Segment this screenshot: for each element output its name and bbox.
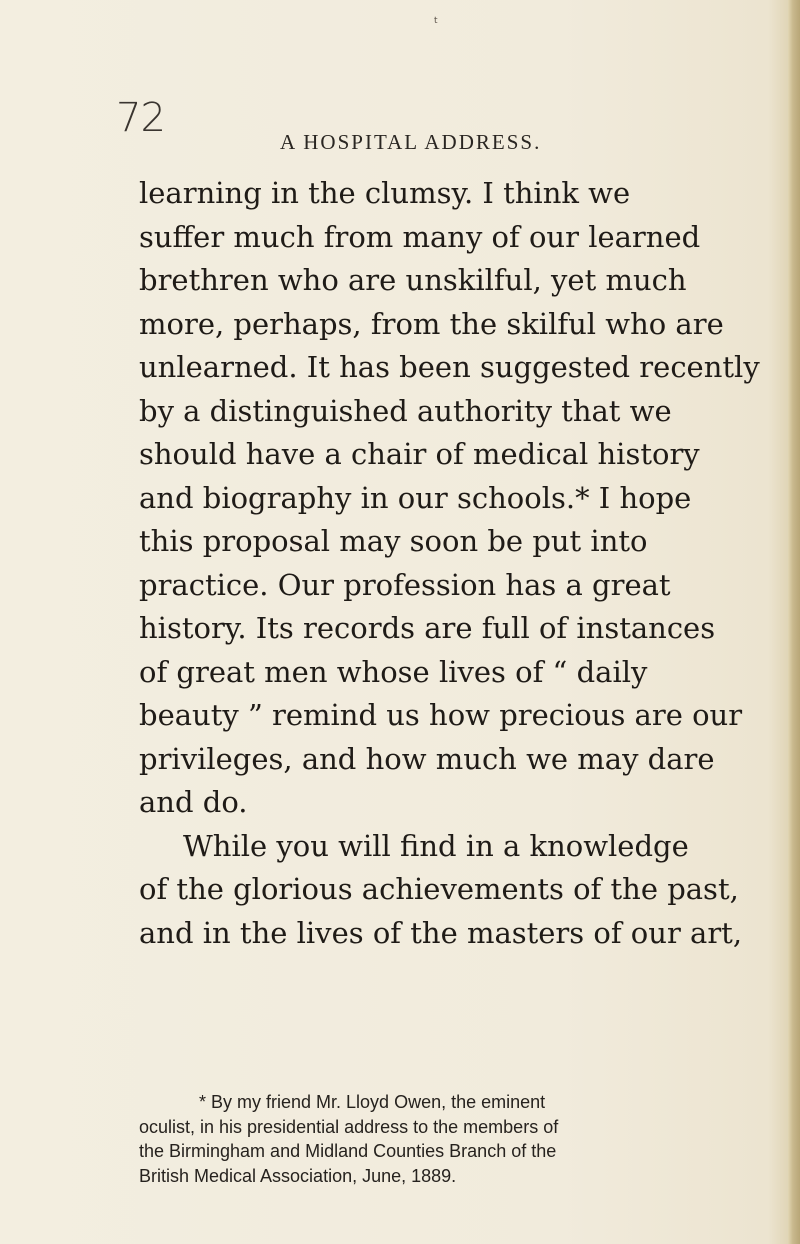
page-edge [788, 0, 800, 1244]
body-line: and in the lives of the masters of our art, [139, 915, 743, 950]
body-line: beauty ” remind us how precious are our [139, 698, 743, 732]
body-line: privileges, and how much we may dare [139, 741, 715, 776]
body-line: by a distinguished authority that we [139, 393, 672, 428]
footnote-line: British Medical Association, June, 1889. [139, 1165, 457, 1186]
body-line: and do. [139, 785, 248, 819]
body-line: more, perhaps, from the skilful who are [139, 306, 724, 341]
footnote-line: the Birmingham and Midland Counties Branch of the [139, 1141, 557, 1161]
body-line: learning in the clumsy. I think we [139, 176, 631, 210]
body-line: of the glorious achievements of the past, [139, 872, 739, 906]
running-title: A HOSPITAL ADDRESS. [280, 130, 542, 154]
footnote-line: * By my friend Mr. Lloyd Owen, the eminent [199, 1092, 546, 1112]
body-line: history. Its records are full of instances [139, 611, 716, 645]
paragraph-start-line: While you will find in a knowledge [183, 828, 689, 863]
stray-mark: t [434, 16, 438, 26]
footnote-line: oculist, in his presidential address to the members of [139, 1116, 559, 1137]
body-line: unlearned. It has been suggested recently [139, 350, 760, 384]
body-text [139, 172, 760, 955]
body-line: suffer much from many of our learned [139, 219, 701, 254]
body-line: of great men whose lives of “ daily [139, 654, 648, 689]
body-line: this proposal may soon be put into [139, 524, 648, 558]
body-line: and biography in our schools.* I hope [139, 480, 692, 515]
body-line: brethren who are unskilful, yet much [139, 263, 687, 297]
footnote [139, 1090, 739, 1188]
page-number: 72 [116, 95, 165, 141]
body-line: should have a chair of medical history [139, 437, 700, 471]
body-line: practice. Our profession has a great [139, 567, 671, 602]
